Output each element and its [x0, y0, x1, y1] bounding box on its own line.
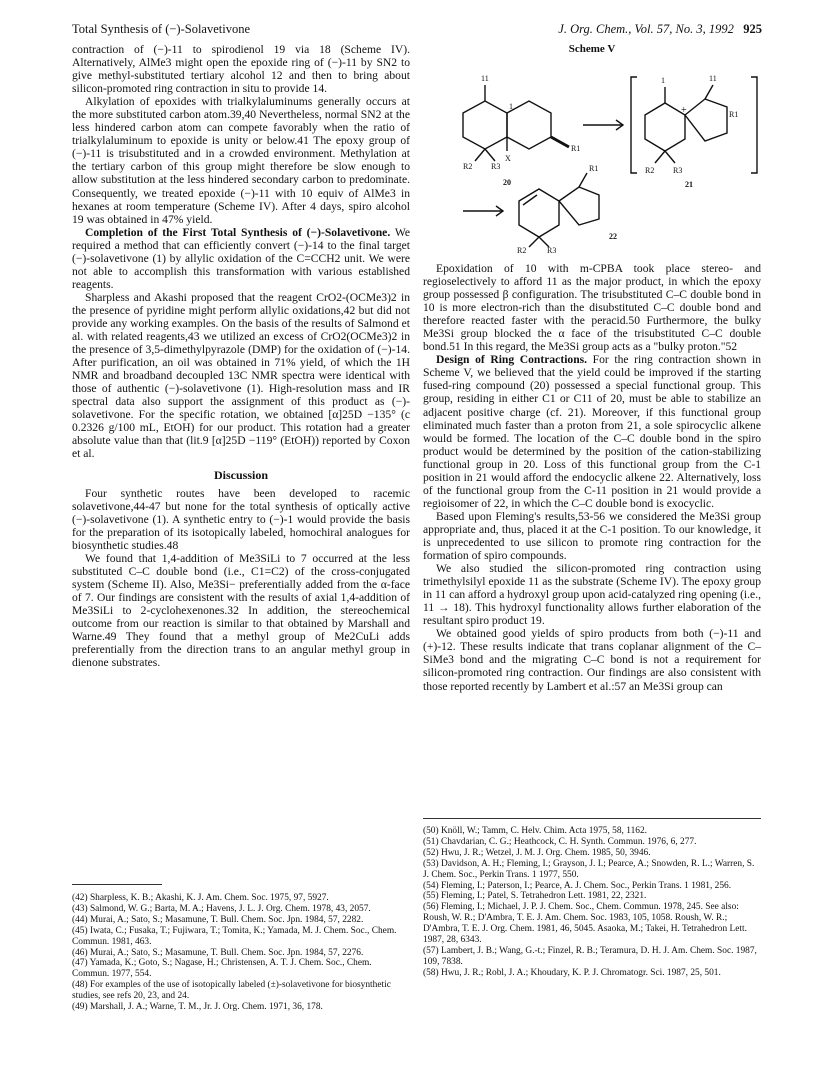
paragraph: We obtained good yields of spiro products from both (−)-11 and (+)-12. These results indicate that trans coplanar alignment of the C–SiMe3 bond and the migrating C–C bond is not a requirement for silicon-promoted ring contraction. Our findings are also consistent with those reported recently by Lambert et al.:57 an Me3Si group can — [423, 627, 761, 693]
reference: (54) Fleming, I.; Paterson, I.; Pearce, A. J. Chem. Soc., Perkin Trans. 1 1981, 256. — [423, 880, 732, 891]
label-c11: 11 — [709, 74, 717, 83]
running-title: Total Synthesis of (−)-Solavetivone — [72, 22, 251, 36]
paragraph: Completion of the First Total Synthesis of (−)-Solavetivone. We required a method that can efficiently convert (−)-14 to the final target (−)-solavetivone (1) by allylic oxidation of the C=CCH2 unit. We were not able to accomplish this transformation with various established reagents. — [72, 225, 410, 291]
label-r2: R2 — [645, 166, 655, 175]
scheme-drawing — [423, 55, 761, 253]
paragraph: We also studied the silicon-promoted ring contraction using trimethylsilyl epoxide 11 as the substrate (Scheme IV). The epoxy group in 11 can afford a hydroxyl group upon acid-catalyzed ring opening (i.e., 11 → 18). This hydroxyl functionality allows further elaboration of the resultant spiro product 19. — [423, 562, 761, 628]
journal-name: J. Org. Chem., Vol. 57, No. 3, 1992 — [558, 22, 734, 36]
compound-number-22: 22 — [609, 232, 617, 241]
reference: (55) Fleming, I.; Patel, S. Tetrahedron Lett. 1981, 22, 2321. — [423, 891, 647, 902]
reference: (42) Sharpless, K. B.; Akashi, K. J. Am. Chem. Soc. 1975, 97, 5927. — [72, 893, 329, 903]
paragraph: contraction of (−)-11 to spirodienol 19 via 18 (Scheme IV). Alternatively, AlMe3 might open the epoxide ring of (−)-11 by SN2 to give methyl-substituted tertiary alcohol 12 and then to bring about silicon-promoted ring contraction in situ to provide 14. — [72, 43, 410, 96]
reference: (45) Iwata, C.; Fusaka, T.; Fujiwara, T.; Tomita, K.; Yamada, M. J. Chem. Soc., Chem. Commun. 1981, 463. — [72, 925, 397, 947]
label-c1: 1 — [509, 102, 513, 111]
reference: (43) Salmond, W. G.; Barta, M. A.; Havens, J. L. J. Org. Chem. 1978, 43, 2057. — [72, 903, 371, 914]
scheme-v — [423, 43, 761, 255]
label-r1: R1 — [571, 144, 581, 153]
reference: (56) Fleming, I.; Michael, J. P. J. Chem. Soc., Chem. Commun. 1978, 245. See also: Roush, W. R.; D'Ambra, T. E. J. Am. Chem. Soc. 1983, 105, 1058. Roush, W. R.; D'Ambra, T. E. J. Org. Chem. 1981, 46, 5045. Asaoka, M.; Takei, H. Tetrahedron Lett. 1987, 28, 6343. — [423, 902, 747, 946]
reference: (51) Chavdarian, C. G.; Heathcock, C. H. Synth. Commun. 1976, 6, 277. — [423, 836, 697, 847]
journal-citation — [558, 22, 762, 37]
label-r1: R1 — [729, 110, 739, 119]
references-right — [423, 826, 761, 979]
reference: (44) Murai, A.; Sato, S.; Masamune, T. Bull. Chem. Soc. Jpn. 1984, 57, 2282. — [72, 914, 364, 925]
paragraph: Design of Ring Contractions. For the ring contraction shown in Scheme V, we believed that the yield could be improved if the starting fused-ring compound (20) possessed a special functional group. This group, residing in either C1 or C11 of 20, must be able to stabilize an adjacent positive charge (cf. 21). Moreover, if this functional group eliminated much faster than a proton from 21, a sole spirocyclic alkene would be formed. The location of the C–C double bond in the spiro product would be determined by the position of the cation-stabilizing functional group in 20. Loss of this functional group from the C-1 position in 21 would afford the endocyclic alkene 22. Alternatively, loss of the functional group from the C-11 position in 21 would provide a regioisomer of 22, in which the C–C double bond is exocyclic. — [423, 353, 762, 510]
compound-number-21: 21 — [685, 180, 693, 189]
footnote-divider — [423, 818, 761, 819]
paragraph: Alkylation of epoxides with trialkylaluminums generally occurs at the more substituted carbon atom.39,40 Nevertheless, normal SN2 at the less hindered carbon atom can compete favorably when the ratio of trialkylaluminum to epoxide is unity or below.41 The epoxy group of (−)-11 is trisubstituted and in a crowded environment. Methylation at the tertiary carbon of this group might therefore be slow enough to allow substitution at the less hindered secondary carbon to predominate. Consequently, we treated epoxide (−)-11 with 10 equiv of AlMe3 in hexanes at room temperature (Scheme IV). After 4 days, spiro alcohol 19 was obtained in 47% yield. — [72, 95, 410, 226]
section-heading: Design of Ring Contractions. — [436, 353, 588, 367]
section-heading: Completion of the First Total Synthesis of (−)-Solavetivone. — [85, 225, 391, 239]
reference: (49) Marshall, J. A.; Warne, T. M., Jr. J. Org. Chem. 1971, 36, 178. — [72, 1002, 323, 1013]
label-r2: R2 — [517, 246, 527, 253]
footnote-divider — [72, 884, 162, 885]
reference: (48) For examples of the use of isotopically labeled (±)-solavetivone for biosynthetic studies, see refs 20, 23, and 24. — [72, 980, 391, 1002]
reference: (50) Knöll, W.; Tamm, C. Helv. Chim. Acta 1975, 58, 1162. — [423, 826, 647, 836]
references-left — [72, 893, 410, 1013]
label-r3: R3 — [547, 246, 557, 253]
label-r2: R2 — [463, 162, 473, 171]
reference: (47) Yamada, K.; Goto, S.; Nagase, H.; Christensen, A. T. J. Chem. Soc., Chem. Commun. 1977, 554. — [72, 958, 372, 980]
paragraph: We found that 1,4-addition of Me3SiLi to 7 occurred at the less substituted C–C double bond (i.e., C1=C2) of the cross-conjugated system (Scheme II). Also, Me3Si− preferentially added from the α-face of 7. Our findings are consistent with the results of axial 1,4-addition of Me3SiLi to 2-cyclohexenones.32 In addition, the stereochemical outcome from our reaction is similar to that obtained by Marshall and Warne.49 They found that a methyl group of Me2CuLi adds preferentially from the direction trans to an angular methyl group in dienone substrates. — [72, 551, 410, 670]
discussion-heading: Discussion — [213, 467, 269, 482]
label-r3: R3 — [673, 166, 683, 175]
right-column — [423, 262, 761, 693]
label-r3: R3 — [491, 162, 501, 171]
paragraph: Four synthetic routes have been developed to racemic solavetivone,44-47 but none for the total synthesis of optically active (−)-solavetivone (1). A synthetic entry to (−)-1 would provide the basis for the preparation of its isotopically labeled, homochiral analogues for biosynthetic studies.48 — [72, 486, 410, 552]
reference: (53) Davidson, A. H.; Fleming, I.; Grayson, J. I.; Pearce, A.; Snowden, R. L.; Warren, S. J. Chem. Soc., Perkin Trans. 1 1977, 550. — [423, 858, 755, 880]
label-c11: 11 — [481, 74, 489, 83]
label-c1: 1 — [661, 76, 665, 85]
paragraph: Based upon Fleming's results,53-56 we considered the Me3Si group appropriate and, thus, placed it at the C-1 position. To our knowledge, it is unprecedented to use silicon to promote ring contraction for the formation of spiro compounds. — [423, 509, 761, 563]
page-number: 925 — [743, 22, 762, 36]
label-r1: R1 — [589, 164, 599, 173]
scheme-title: Scheme V — [568, 43, 616, 55]
compound-number-20: 20 — [503, 178, 511, 187]
paragraph: Epoxidation of 10 with m-CPBA took place stereo- and regioselectively to afford 11 as the major product, in which the epoxy group possessed β configuration. The trisubstituted C–C double bond in 10 is more electron-rich than the disubstituted C–C double bond and therefore reacted faster with the peracid.50 Furthermore, the bulky Me3Si group blocked the α face of the trisubstituted C–C double bond.51 In this regard, the Me3Si group acts as a "bulky proton."52 — [423, 262, 761, 354]
cation-plus-sign: + — [681, 105, 687, 116]
left-column — [72, 43, 410, 669]
paragraph: Sharpless and Akashi proposed that the reagent CrO2-(OCMe3)2 in the presence of pyridine might perform allylic oxidations,42 but did not provide any working examples. On the basis of the results of Salmond et al. with related reagents,43 we utilized an excess of CrO2(OCMe3)2 in the presence of 3,5-dimethylpyrazole (DMP) for the oxidation of (−)-14. After purification, an oil was obtained in 71% yield, of which the 1H NMR and broadband decoupled 13C NMR spectra were identical with those of authentic (−)-solavetivone (1). High-resolution mass and IR spectral data also support the assignment of this product as (−)-solavetivone. For the specific rotation, we obtained [α]25D −135° (c 0.2326 g/100 mL, EtOH) for our product. This rotation had a greater absolute value than that (lit.9 [α]25D −119° (EtOH)) reported by Coxon et al. — [72, 290, 410, 461]
reference: (52) Hwu, J. R.; Wetzel, J. M. J. Org. Chem. 1985, 50, 3946. — [423, 847, 651, 858]
label-x: X — [505, 154, 511, 163]
reference: (46) Murai, A.; Sato, S.; Masamune, T. Bull. Chem. Soc. Jpn. 1984, 57, 2276. — [72, 947, 364, 958]
reference: (58) Hwu, J. R.; Robl, J. A.; Khoudary, K. P. J. Chromatogr. Sci. 1987, 25, 501. — [423, 967, 721, 978]
reference: (57) Lambert, J. B.; Wang, G.-t.; Finzel, R. B.; Teramura, D. H. J. Am. Chem. Soc. 1987, 109, 7838. — [423, 945, 757, 967]
